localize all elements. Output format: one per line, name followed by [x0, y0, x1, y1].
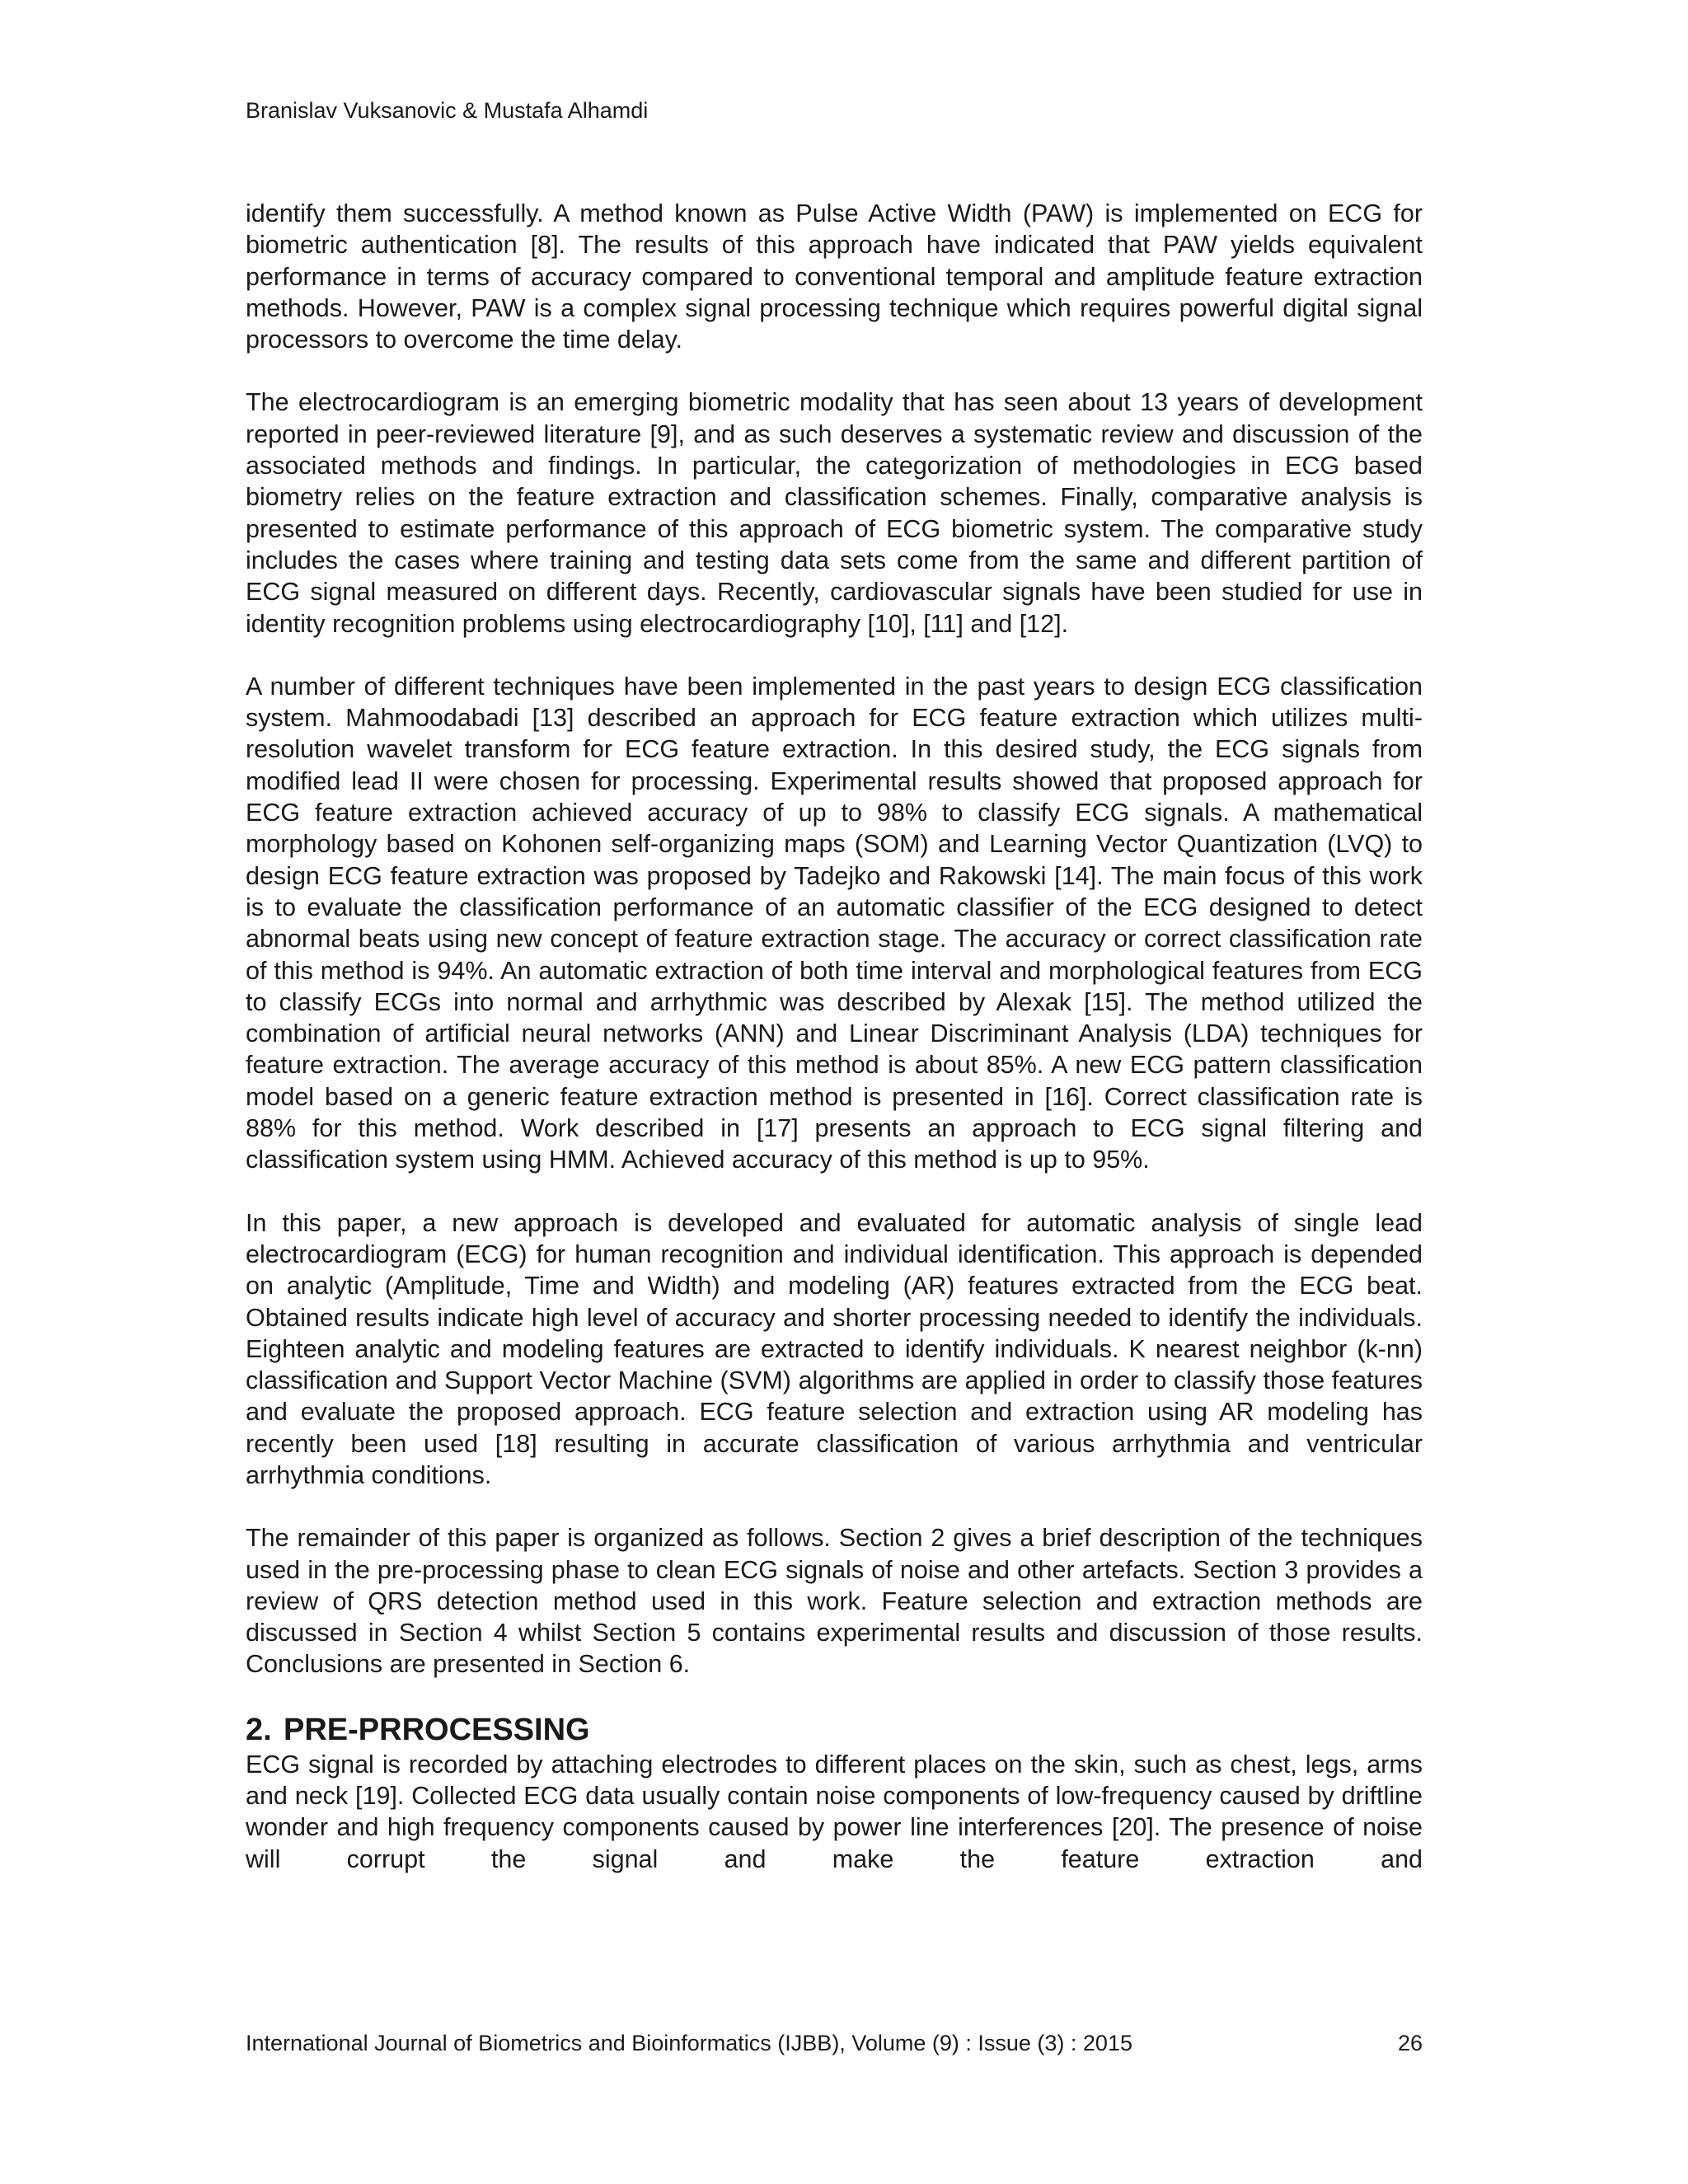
paragraph-paper-organization: The remainder of this paper is organized as follows. Section 2 gives a brief description of the techniques used in the pre-processing phase to clean ECG signals of noise and other artefacts. Section 3 provides a review of QRS detection method used in this work. Feature selection and extraction methods are discussed in Section 4 whilst Section 5 contains experimental results and discussion of those results. Conclusions are presented in Section 6. [246, 1524, 1423, 1679]
section-title: PRE-PRROCESSING [284, 1712, 590, 1747]
running-header: Branislav Vuksanovic & Mustafa Alhamdi [246, 98, 649, 123]
paragraph-paw: identify them successfully. A method known as Pulse Active Width (PAW) is implemented on ECG for biometric authentication [8]. The results of this approach have indicated that PAW yields equivalent performance in terms of accuracy compared to conventional temporal and amplitude feature extraction methods. However, PAW is a complex signal processing technique which requires powerful digital signal processors to overcome the time delay. [246, 199, 1423, 354]
page-number: 26 [1397, 2031, 1423, 2055]
paragraph-preprocessing: ECG signal is recorded by attaching electrodes to different places on the skin, such as chest, legs, arms and neck [19]. Collected ECG data usually contain noise components of low-frequency caused by driftline wonder and high frequency components caused by power line interferences [20]. The presence of noise will corrupt the signal and make the feature extraction and [246, 1750, 1423, 1873]
paragraph-ecg-biometric-modality: The electrocardiogram is an emerging biometric modality that has seen about 13 years of development reported in peer-reviewed literature [9], and as such deserves a systematic review and discussion of the associated methods and findings. In particular, the categorization of methodologies in ECG based biometry relies on the feature extraction and classification schemes. Finally, comparative analysis is presented to estimate performance of this approach of ECG biometric system. The comparative study includes the cases where training and testing data sets come from the same and different partition of ECG signal measured on different days. Recently, cardiovascular signals have been studied for use in identity recognition problems using electrocardiography [10], [11] and [12]. [246, 388, 1423, 638]
section-heading-preprocessing [246, 1712, 1423, 1748]
journal-citation: International Journal of Biometrics and Bioinformatics (IJBB), Volume (9) : Issue (3) : 2015 [246, 2031, 1132, 2055]
paragraph-classification-techniques: A number of different techniques have been implemented in the past years to design ECG classification system. Mahmoodabadi [13] described an approach for ECG feature extraction which utilizes multi-resolution wavelet transform for ECG feature extraction. In this desired study, the ECG signals from modified lead II were chosen for processing. Experimental results showed that proposed approach for ECG feature extraction achieved accuracy of up to 98% to classify ECG signals. A mathematical morphology based on Kohonen self-organizing maps (SOM) and Learning Vector Quantization (LVQ) to design ECG feature extraction was proposed by Tadejko and Rakowski [14]. The main focus of this work is to evaluate the classification performance of an automatic classifier of the ECG designed to detect abnormal beats using new concept of feature extraction stage. The accuracy or correct classification rate of this method is 94%. An automatic extraction of both time interval and morphological features from ECG to classify ECGs into normal and arrhythmic was described by Alexak [15]. The method utilized the combination of artificial neural networks (ANN) and Linear Discriminant Analysis (LDA) techniques for feature extraction. The average accuracy of this method is about 85%. A new ECG pattern classification model based on a generic feature extraction method is presented in [16]. Correct classification rate is 88% for this method. Work described in [17] presents an approach to ECG signal filtering and classification system using HMM. Achieved accuracy of this method is up to 95%. [246, 672, 1423, 1174]
paragraph-proposed-approach: In this paper, a new approach is developed and evaluated for automatic analysis of single lead electrocardiogram (ECG) for human recognition and individual identification. This approach is depended on analytic (Amplitude, Time and Width) and modeling (AR) features extracted from the ECG beat. Obtained results indicate high level of accuracy and shorter processing needed to identify the individuals. Eighteen analytic and modeling features are extracted to identify individuals. K nearest neighbor (k-nn) classification and Support Vector Machine (SVM) algorithms are applied in order to classify those features and evaluate the proposed approach. ECG feature selection and extraction using AR modeling has recently been used [18] resulting in accurate classification of various arrhythmia and ventricular arrhythmia conditions. [246, 1208, 1423, 1489]
section-number: 2. [246, 1712, 272, 1747]
page-footer [246, 2030, 1423, 2056]
page-body [246, 198, 1423, 1906]
